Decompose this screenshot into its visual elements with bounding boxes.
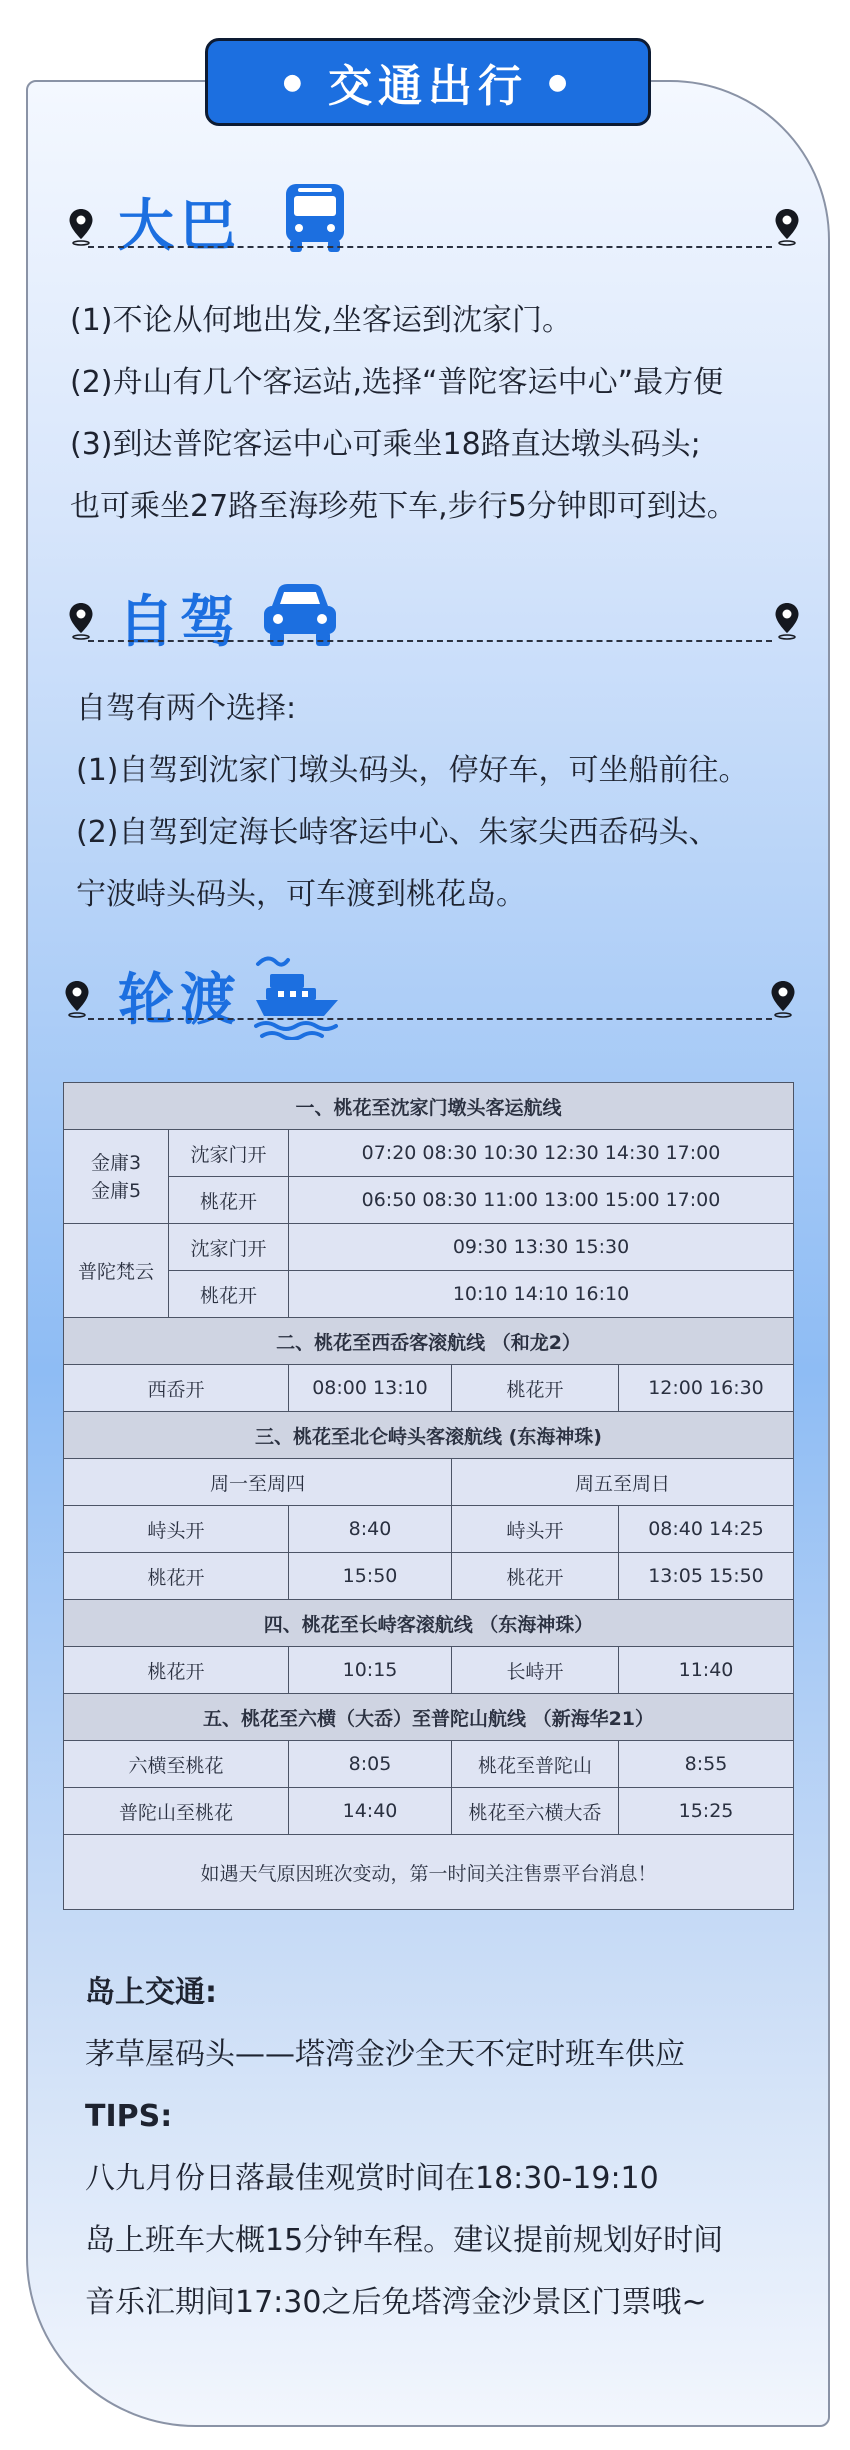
section-divider: [88, 246, 772, 248]
table-row: [64, 1271, 794, 1318]
schedule-times: 14:40: [289, 1788, 452, 1835]
schedule-times: 8:55: [619, 1741, 794, 1788]
drive-line-3: (2)自驾到定海长峙客运中心、朱家尖西岙码头、: [76, 815, 719, 850]
schedule-times: 06:50 08:30 11:00 13:00 15:00 17:00: [289, 1177, 794, 1224]
departure-label: 桃花开: [169, 1177, 289, 1224]
ship-icon: [252, 950, 342, 1040]
schedule-times: 8:05: [289, 1741, 452, 1788]
departure-label: 桃花开: [452, 1553, 619, 1600]
departure-label: 桃花开: [64, 1553, 289, 1600]
departure-label: 桃花开: [169, 1271, 289, 1318]
departure-label: 峙头开: [64, 1506, 289, 1553]
table-row: [64, 1694, 794, 1741]
departure-label: 桃花开: [64, 1647, 289, 1694]
tips-heading: TIPS:: [85, 2099, 173, 2134]
route-2-header: 二、桃花至西岙客滚航线 （和龙2）: [64, 1318, 794, 1365]
schedule-times: 10:15: [289, 1647, 452, 1694]
bus-line-2: (2)舟山有几个客运站,选择“普陀客运中心”最方便: [70, 365, 724, 400]
table-row: [64, 1365, 794, 1412]
schedule-times: 09:30 13:30 15:30: [289, 1224, 794, 1271]
map-pin-icon: [68, 602, 94, 640]
departure-label: 沈家门开: [169, 1224, 289, 1271]
table-row: [64, 1130, 794, 1177]
section-header-ferry: [60, 950, 800, 1040]
tip-item: 岛上班车大概15分钟车程。建议提前规划好时间: [85, 2223, 724, 2258]
drive-line-1: 自驾有两个选择:: [76, 691, 297, 726]
departure-label: 普陀山至桃花: [64, 1788, 289, 1835]
route-5-header: 五、桃花至六横（大岙）至普陀山航线 （新海华21）: [64, 1694, 794, 1741]
bus-line-3: (3)到达普陀客运中心可乘坐18路直达墩头码头;: [70, 427, 701, 462]
ship-name-cell: 普陀梵云: [64, 1224, 169, 1318]
section-divider: [88, 1018, 772, 1020]
section-header-drive: [60, 572, 800, 662]
schedule-times: 12:00 16:30: [619, 1365, 794, 1412]
departure-label: 沈家门开: [169, 1130, 289, 1177]
departure-label: 桃花至六横大岙: [452, 1788, 619, 1835]
table-row: [64, 1083, 794, 1130]
table-row: [64, 1224, 794, 1271]
table-row: [64, 1741, 794, 1788]
tip-item: 音乐汇期间17:30之后免塔湾金沙景区门票哦~: [85, 2285, 707, 2320]
table-row: [64, 1412, 794, 1459]
island-heading: 岛上交通:: [85, 1975, 217, 2010]
schedule-note: 如遇天气原因班次变动，第一时间关注售票平台消息！: [64, 1835, 794, 1910]
section-divider: [88, 640, 772, 642]
schedule-times: 8:40: [289, 1506, 452, 1553]
bus-line-1: (1)不论从何地出发,坐客运到沈家门。: [70, 303, 573, 338]
table-row: [64, 1600, 794, 1647]
drive-line-4: 宁波峙头码头，可车渡到桃花岛。: [76, 877, 526, 912]
map-pin-icon: [68, 208, 94, 246]
ferry-schedule-table: [63, 1082, 794, 1910]
departure-label: 长峙开: [452, 1647, 619, 1694]
drive-line-2: (1)自驾到沈家门墩头码头，停好车，可坐船前往。: [76, 753, 749, 788]
weekend-label: 周五至周日: [452, 1459, 794, 1506]
section-title-bus: 大巴: [118, 194, 242, 259]
departure-label: 桃花开: [452, 1365, 619, 1412]
schedule-times: 15:25: [619, 1788, 794, 1835]
departure-label: 桃花至普陀山: [452, 1741, 619, 1788]
table-row: [64, 1506, 794, 1553]
map-pin-icon: [770, 980, 796, 1018]
title-dot-left: ●: [282, 69, 308, 95]
map-pin-icon: [774, 602, 800, 640]
route-4-header: 四、桃花至长峙客滚航线 （东海神珠）: [64, 1600, 794, 1647]
table-row: [64, 1177, 794, 1224]
island-line: 茅草屋码头——塔湾金沙全天不定时班车供应: [85, 2037, 685, 2072]
schedule-times: 15:50: [289, 1553, 452, 1600]
departure-label: 峙头开: [452, 1506, 619, 1553]
schedule-times: 13:05 15:50: [619, 1553, 794, 1600]
section-header-bus: [60, 176, 800, 266]
table-row: [64, 1835, 794, 1910]
table-row: [64, 1318, 794, 1365]
schedule-times: 10:10 14:10 16:10: [289, 1271, 794, 1318]
table-row: [64, 1553, 794, 1600]
map-pin-icon: [64, 980, 90, 1018]
schedule-times: 11:40: [619, 1647, 794, 1694]
table-row: [64, 1788, 794, 1835]
section-title-ferry: 轮渡: [118, 968, 242, 1033]
bus-line-4: 也可乘坐27路至海珍苑下车,步行5分钟即可到达。: [70, 489, 737, 524]
title-dot-right: ●: [548, 69, 574, 95]
tip-item: 八九月份日落最佳观赏时间在18:30-19:10: [85, 2161, 659, 2196]
bus-icon: [280, 182, 350, 254]
table-row: [64, 1459, 794, 1506]
map-pin-icon: [774, 208, 800, 246]
page-title-text: 交通出行: [328, 61, 528, 112]
departure-label: 六横至桃花: [64, 1741, 289, 1788]
ship-name-cell: 金庸3 金庸5: [64, 1130, 169, 1224]
schedule-times: 07:20 08:30 10:30 12:30 14:30 17:00: [289, 1130, 794, 1177]
table-row: [64, 1647, 794, 1694]
section-title-drive: 自驾: [118, 590, 242, 655]
departure-label: 西岙开: [64, 1365, 289, 1412]
route-1-header: 一、桃花至沈家门墩头客运航线: [64, 1083, 794, 1130]
weekday-label: 周一至周四: [64, 1459, 452, 1506]
schedule-times: 08:40 14:25: [619, 1506, 794, 1553]
route-3-header: 三、桃花至北仑峙头客滚航线 (东海神珠): [64, 1412, 794, 1459]
schedule-times: 08:00 13:10: [289, 1365, 452, 1412]
page-title: [205, 38, 651, 126]
